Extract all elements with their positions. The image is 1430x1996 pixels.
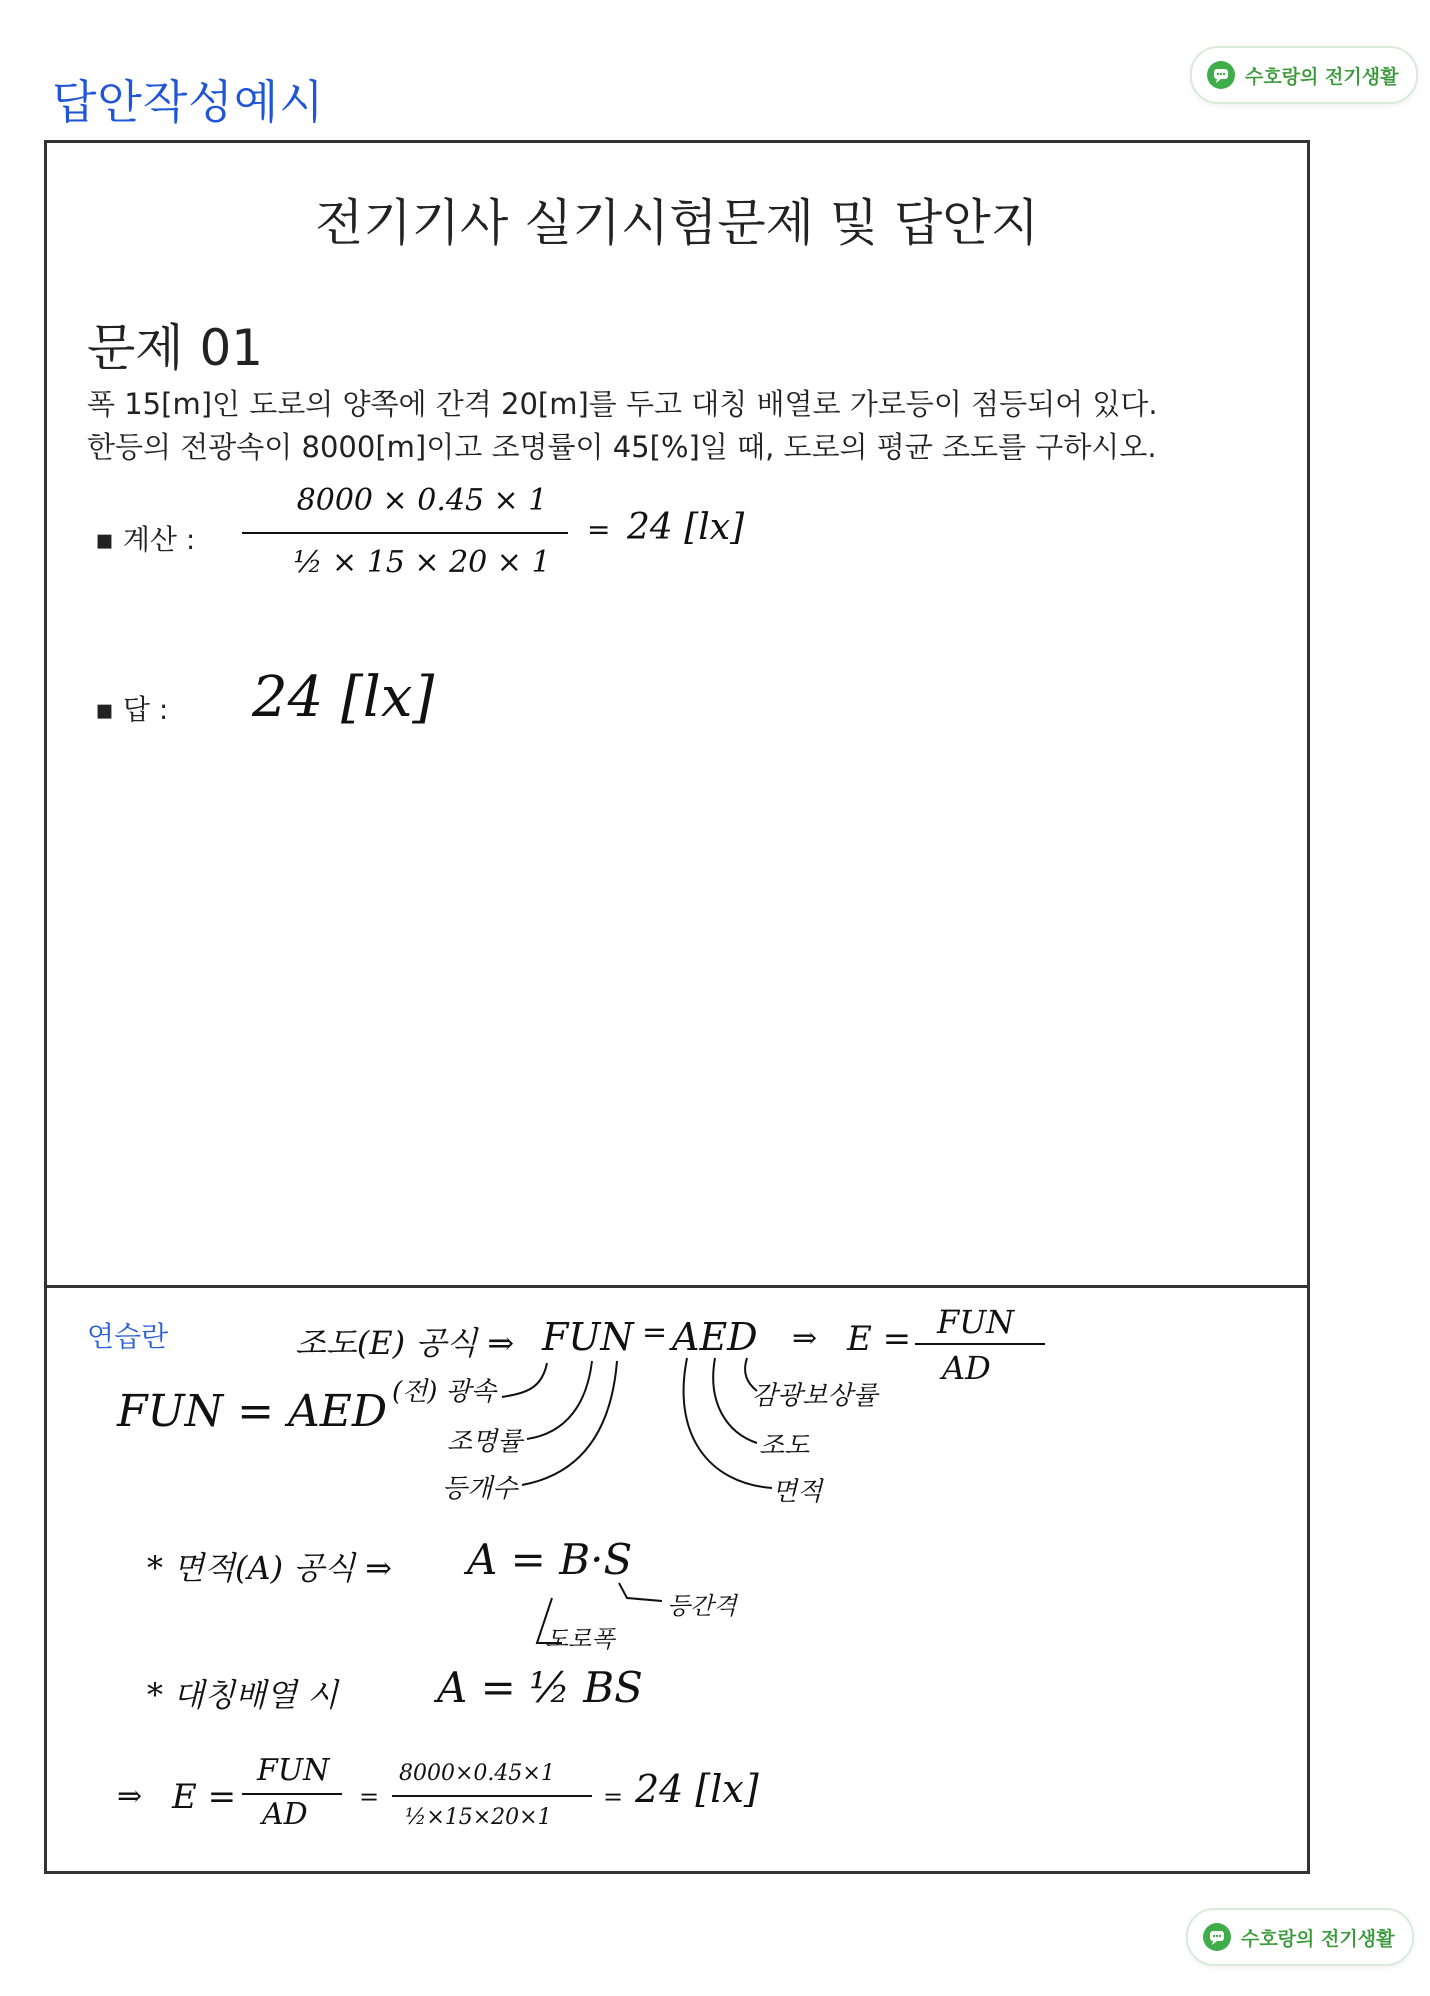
final-eq-2: = [603,1783,624,1811]
sheet-title: 전기기사 실기시험문제 및 답안지 [315,194,1039,252]
annotation-area: 면적 [772,1477,823,1507]
calc-result: 24 [lx] [627,507,745,548]
final-eq-1: = [359,1783,380,1811]
chat-bubble-icon [1206,60,1236,90]
symmetric-label: * 대칭배열 시 [147,1676,338,1714]
annotation-utilization: 조명률 [447,1427,523,1457]
area-formula-label: * 면적(A) 공식 ⇒ [147,1549,393,1587]
problem-line: 폭 15[m]인 도로의 양쪽에 간격 20[m]를 두고 대칭 배열로 가로등이 점등되어 있다. [87,387,1158,421]
formula-intro: 조도(E) 공식 ⇒ [295,1324,515,1362]
area-formula: A = B·S [467,1535,633,1584]
final-ad: AD [262,1797,308,1832]
final-e-eq: E = [172,1777,237,1817]
symmetric-formula: A = ½ BS [437,1663,643,1712]
formula-aed: AED [672,1315,758,1359]
calc-denominator: ½ × 15 × 20 × 1 [293,545,551,580]
final-denominator: ½×15×20×1 [405,1805,552,1830]
formula-fun: FUN [542,1315,634,1359]
annotation-flux: (전) 광속 [392,1377,496,1407]
brand-badge-text: 수호랑의 전기생활 [1245,65,1399,88]
calc-label: ▪ 계산 : [95,523,196,556]
main-formula: FUN = AED [117,1386,388,1437]
brand-badge-text: 수호랑의 전기생활 [1241,1927,1395,1950]
practice-label: 연습란 [87,1320,169,1353]
area-s-note: 등간격 [667,1592,737,1620]
problem-line: 한등의 전광속이 8000[m]이고 조명률이 45[%]일 때, 도로의 평균 조도를 구하시오. [87,430,1157,464]
final-numerator: 8000×0.45×1 [399,1761,555,1786]
annotation-lamp-count: 등개수 [442,1474,518,1504]
answer-sheet [44,140,1310,1874]
annotation-maintenance: 감광보상률 [752,1381,878,1411]
brand-badge-bottom[interactable] [1186,1908,1414,1966]
area-b-note: 도로폭 [545,1625,615,1653]
problem-number: 문제 01 [87,319,264,377]
formula-e-eq: E = [847,1319,912,1359]
formula-ad-bottom: AD [942,1349,991,1387]
annotation-illuminance: 조도 [759,1431,810,1461]
page-label: 답안작성예시 [52,75,325,129]
final-fun: FUN [257,1753,330,1788]
formula-arrow: ⇒ [792,1321,818,1356]
calc-numerator: 8000 × 0.45 × 1 [296,483,548,518]
chat-bubble-icon [1202,1922,1232,1952]
formula-fun-top: FUN [937,1303,1015,1341]
calc-equals: = [587,513,611,546]
final-result: 24 [lx] [635,1767,759,1811]
annotation-connectors [47,143,1313,1877]
answer-label: ▪ 답 : [95,693,169,726]
final-arrow: ⇒ [117,1779,143,1814]
answer-value: 24 [lx] [252,665,435,730]
brand-badge-top[interactable] [1190,46,1418,104]
formula-eq: = [642,1315,668,1350]
